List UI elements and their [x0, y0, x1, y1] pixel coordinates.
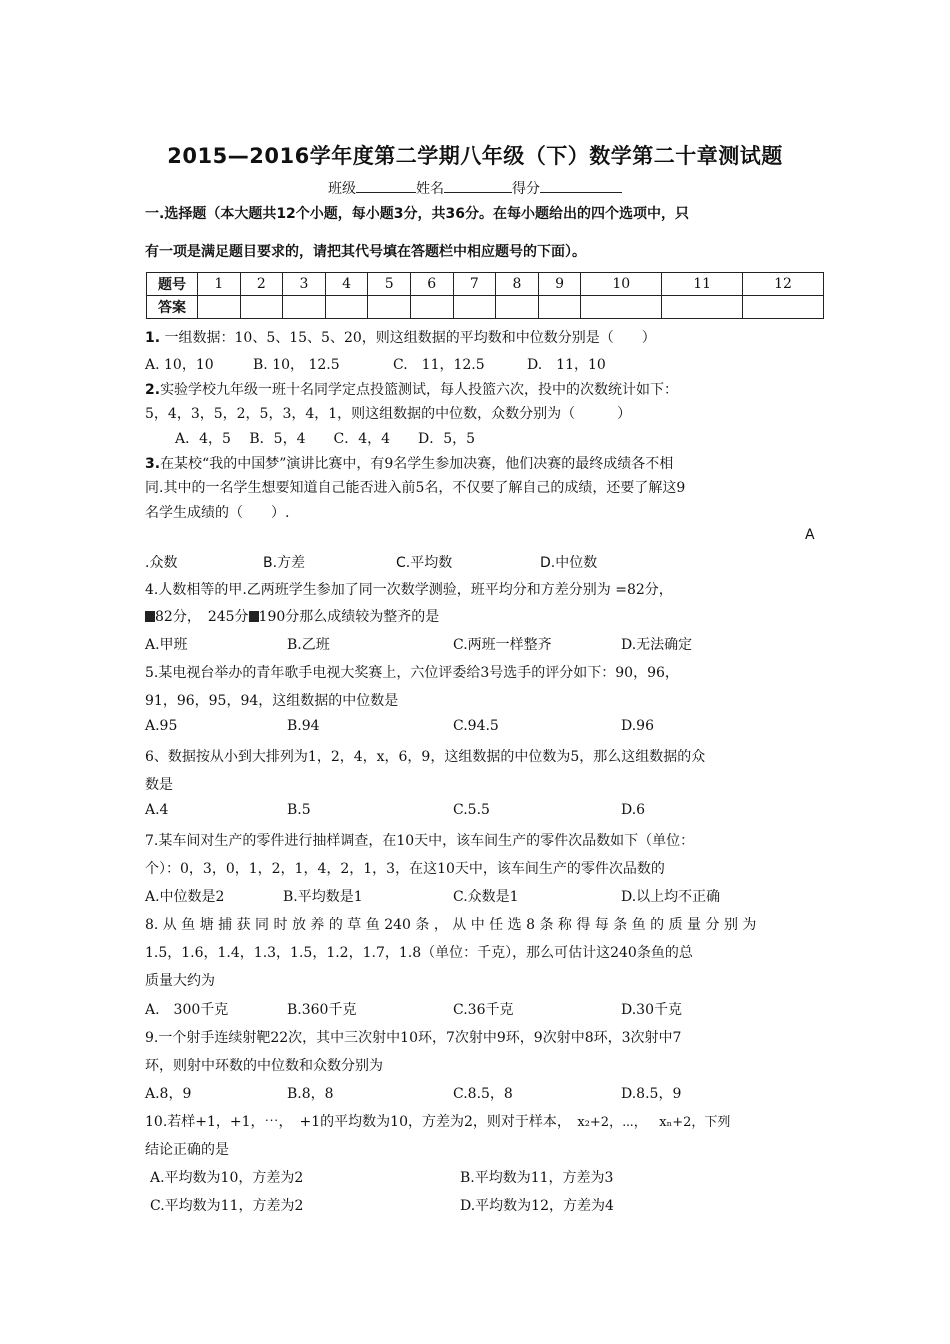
answer-cell[interactable] — [240, 296, 283, 319]
option-b: B.方差 — [263, 555, 306, 571]
table-cell: 6 — [410, 273, 453, 296]
missing-symbol-icon — [145, 611, 155, 622]
question-4-line2 — [145, 606, 439, 626]
question-5-options — [145, 718, 654, 734]
option-a-letter: A — [805, 527, 815, 543]
class-blank[interactable] — [356, 178, 416, 193]
student-info-line — [0, 178, 950, 198]
option-a: A.平均数为10，方差为2 — [150, 1170, 304, 1186]
option-a: A.甲班 — [145, 637, 188, 653]
table-cell: 4 — [325, 273, 368, 296]
question-1 — [145, 327, 656, 347]
table-cell: 10 — [581, 273, 662, 296]
option-b: B.平均数是1 — [283, 889, 363, 905]
question-8-options — [145, 999, 682, 1019]
table-cell: 5 — [368, 273, 411, 296]
question-2-data: 5，4，3，5，2，5，3，4，1，则这组数据的中位数，众数分别为（ ） — [145, 406, 632, 422]
question-10-options-row1 — [150, 1167, 613, 1187]
answer-label: 答案 — [147, 296, 198, 319]
option-a: A.中位数是2 — [145, 889, 225, 905]
option-c: C. 11，12.5 — [393, 357, 485, 373]
option-d: D.中位数 — [540, 555, 598, 571]
question-8: 8. 从 鱼 塘 捕 获 同 时 放 养 的 草 鱼 240 条 ， 从 中 任 选 8 条 称 得 每 条 鱼 的 质 量 分 别 为 — [145, 917, 757, 933]
score-label: 得分 — [512, 181, 540, 197]
question-text: 190分那么成绩较为整齐的是 — [258, 609, 440, 625]
table-cell: 9 — [538, 273, 581, 296]
answer-cell[interactable] — [198, 296, 241, 319]
answer-table-header-row — [147, 273, 824, 296]
question-text: 一组数据：10、5、15、5、20，则这组数据的平均数和中位数分别是（ ） — [164, 330, 656, 346]
question-10-options-row2 — [150, 1195, 614, 1215]
question-5: 5.某电视台举办的青年歌手电视大奖赛上，六位评委给3号选手的评分如下：90，96， — [145, 665, 679, 681]
option-b: B.94 — [287, 718, 320, 734]
question-text: x₂+2，⋯， — [577, 1115, 647, 1130]
name-blank[interactable] — [444, 178, 512, 193]
question-7-line2: 个）：0，3，0，1，2，1，4，2，1，3，在这10天中，该车间生产的零件次品数的 — [145, 861, 665, 877]
answer-cell[interactable] — [368, 296, 411, 319]
option-c: C.众数是1 — [453, 889, 519, 905]
missing-symbol-icon — [249, 611, 259, 622]
question-10 — [145, 1111, 730, 1131]
option-b: B.360千克 — [287, 1002, 357, 1018]
question-number: 1. — [145, 330, 161, 346]
option-d: D.96 — [621, 718, 654, 734]
question-3-line3: 名学生成绩的（ ）. — [145, 505, 290, 521]
question-4: 4.人数相等的甲.乙两班学生参加了同一次数学测验，班平均分和方差分别为 =82分， — [145, 582, 673, 598]
question-text: 10.若样+1，+1，⋯， +1的平均数为10，方差为2，则对于样本， — [145, 1114, 571, 1130]
table-cell: 11 — [662, 273, 743, 296]
question-3-options — [145, 552, 597, 572]
question-6: 6、数据按从小到大排列为1，2，4，x，6，9，这组数据的中位数为5，那么这组数据的众 — [145, 749, 706, 765]
option-d: D.平均数为12，方差为4 — [460, 1198, 614, 1214]
table-cell: 2 — [240, 273, 283, 296]
option-a: A. 300千克 — [145, 1002, 229, 1018]
table-cell: 12 — [743, 273, 824, 296]
answer-cell[interactable] — [581, 296, 662, 319]
score-blank[interactable] — [540, 178, 622, 193]
option-c: C.8.5，8 — [453, 1086, 513, 1102]
option-b: B.5 — [287, 802, 311, 818]
class-label: 班级 — [328, 181, 356, 197]
option-b: B. 10， 12.5 — [253, 357, 340, 373]
question-2-options: A．4，5 B．5，4 C．4，4 D．5，5 — [175, 431, 476, 447]
question-9: 9.一个射手连续射靶22次，其中三次射中10环，7次射中9环，9次射中8环，3次射中7 — [145, 1030, 682, 1046]
page-title: 2015—2016学年度第二学期八年级（下）数学第二十章测试题 — [167, 144, 783, 168]
table-cell: 7 — [453, 273, 496, 296]
option-d: D.8.5，9 — [621, 1086, 682, 1102]
option-b: B.平均数为11，方差为3 — [460, 1170, 614, 1186]
option-a: A. 10，10 — [145, 357, 214, 373]
table-cell: 8 — [496, 273, 539, 296]
option-a: A.95 — [145, 718, 178, 734]
question-10-line2: 结论正确的是 — [145, 1142, 229, 1158]
option-d: D. 11，10 — [527, 357, 606, 373]
question-2 — [145, 379, 678, 399]
table-cell: 3 — [283, 273, 326, 296]
option-c: C.36千克 — [453, 1002, 514, 1018]
question-text: 82分， 245分 — [155, 609, 249, 625]
option-b: B.乙班 — [287, 637, 330, 653]
option-d: D.以上均不正确 — [621, 889, 721, 905]
table-cell: 1 — [198, 273, 241, 296]
section-heading-line2: 有一项是满足题目要求的，请把其代号填在答题栏中相应题号的下面）。 — [145, 244, 586, 260]
question-6-options — [145, 802, 645, 818]
question-7-options — [145, 886, 720, 906]
question-number: 2. — [145, 382, 161, 398]
answer-cell[interactable] — [410, 296, 453, 319]
question-text: 实验学校九年级一班十名同学定点投篮测试，每人投篮六次，投中的次数统计如下： — [160, 382, 679, 398]
option-a: A.4 — [145, 802, 169, 818]
question-8-line3: 质量大约为 — [145, 973, 215, 989]
section-heading-line1: 一.选择题（本大题共12个小题，每小题3分，共36分。在每小题给出的四个选项中，只 — [145, 206, 690, 222]
option-c: C.5.5 — [453, 802, 490, 818]
answer-table — [146, 272, 824, 319]
option-d: D.无法确定 — [621, 637, 693, 653]
answer-cell[interactable] — [496, 296, 539, 319]
question-9-options — [145, 1083, 681, 1103]
option-c: C.94.5 — [453, 718, 499, 734]
question-number-label: 题号 — [147, 273, 198, 296]
question-3 — [145, 453, 673, 473]
option-c: C.平均数 — [396, 555, 453, 571]
question-9-line2: 环，则射中环数的中位数和众数分别为 — [145, 1058, 383, 1074]
question-3-line2: 同.其中的一名学生想要知道自己能否进入前5名，不仅要了解自己的成绩，还要了解这9 — [145, 480, 686, 496]
option-d: D.6 — [621, 802, 646, 818]
option-b: B.8，8 — [287, 1086, 334, 1102]
question-1-options — [145, 354, 825, 374]
answer-cell[interactable] — [283, 296, 326, 319]
question-text: 在某校“我的中国梦”演讲比赛中，有9名学生参加决赛，他们决赛的最终成绩各不相 — [160, 456, 674, 472]
question-8-line2: 1.5，1.6，1.4，1.3，1.5，1.2，1.7，1.8（单位：千克），那么可估计这240条鱼的总 — [145, 945, 693, 961]
answer-cell[interactable] — [662, 296, 743, 319]
question-4-options — [145, 634, 692, 654]
answer-cell[interactable] — [538, 296, 581, 319]
question-text: xₙ+2，下列 — [659, 1115, 731, 1130]
answer-table-answer-row — [147, 296, 824, 319]
option-a: .众数 — [145, 555, 178, 571]
question-7: 7.某车间对生产的零件进行抽样调查，在10天中，该车间生产的零件次品数如下（单位： — [145, 833, 695, 849]
option-d: D.30千克 — [621, 1002, 682, 1018]
option-c: C.平均数为11，方差为2 — [150, 1198, 304, 1214]
question-number: 3. — [145, 456, 161, 472]
question-6-line2: 数是 — [145, 777, 173, 793]
name-label: 姓名 — [416, 181, 444, 197]
answer-cell[interactable] — [325, 296, 368, 319]
question-5-line2: 91，96，95，94，这组数据的中位数是 — [145, 693, 399, 709]
option-c: C.两班一样整齐 — [453, 637, 552, 653]
answer-cell[interactable] — [453, 296, 496, 319]
answer-cell[interactable] — [743, 296, 824, 319]
option-a: A.8，9 — [145, 1086, 192, 1102]
